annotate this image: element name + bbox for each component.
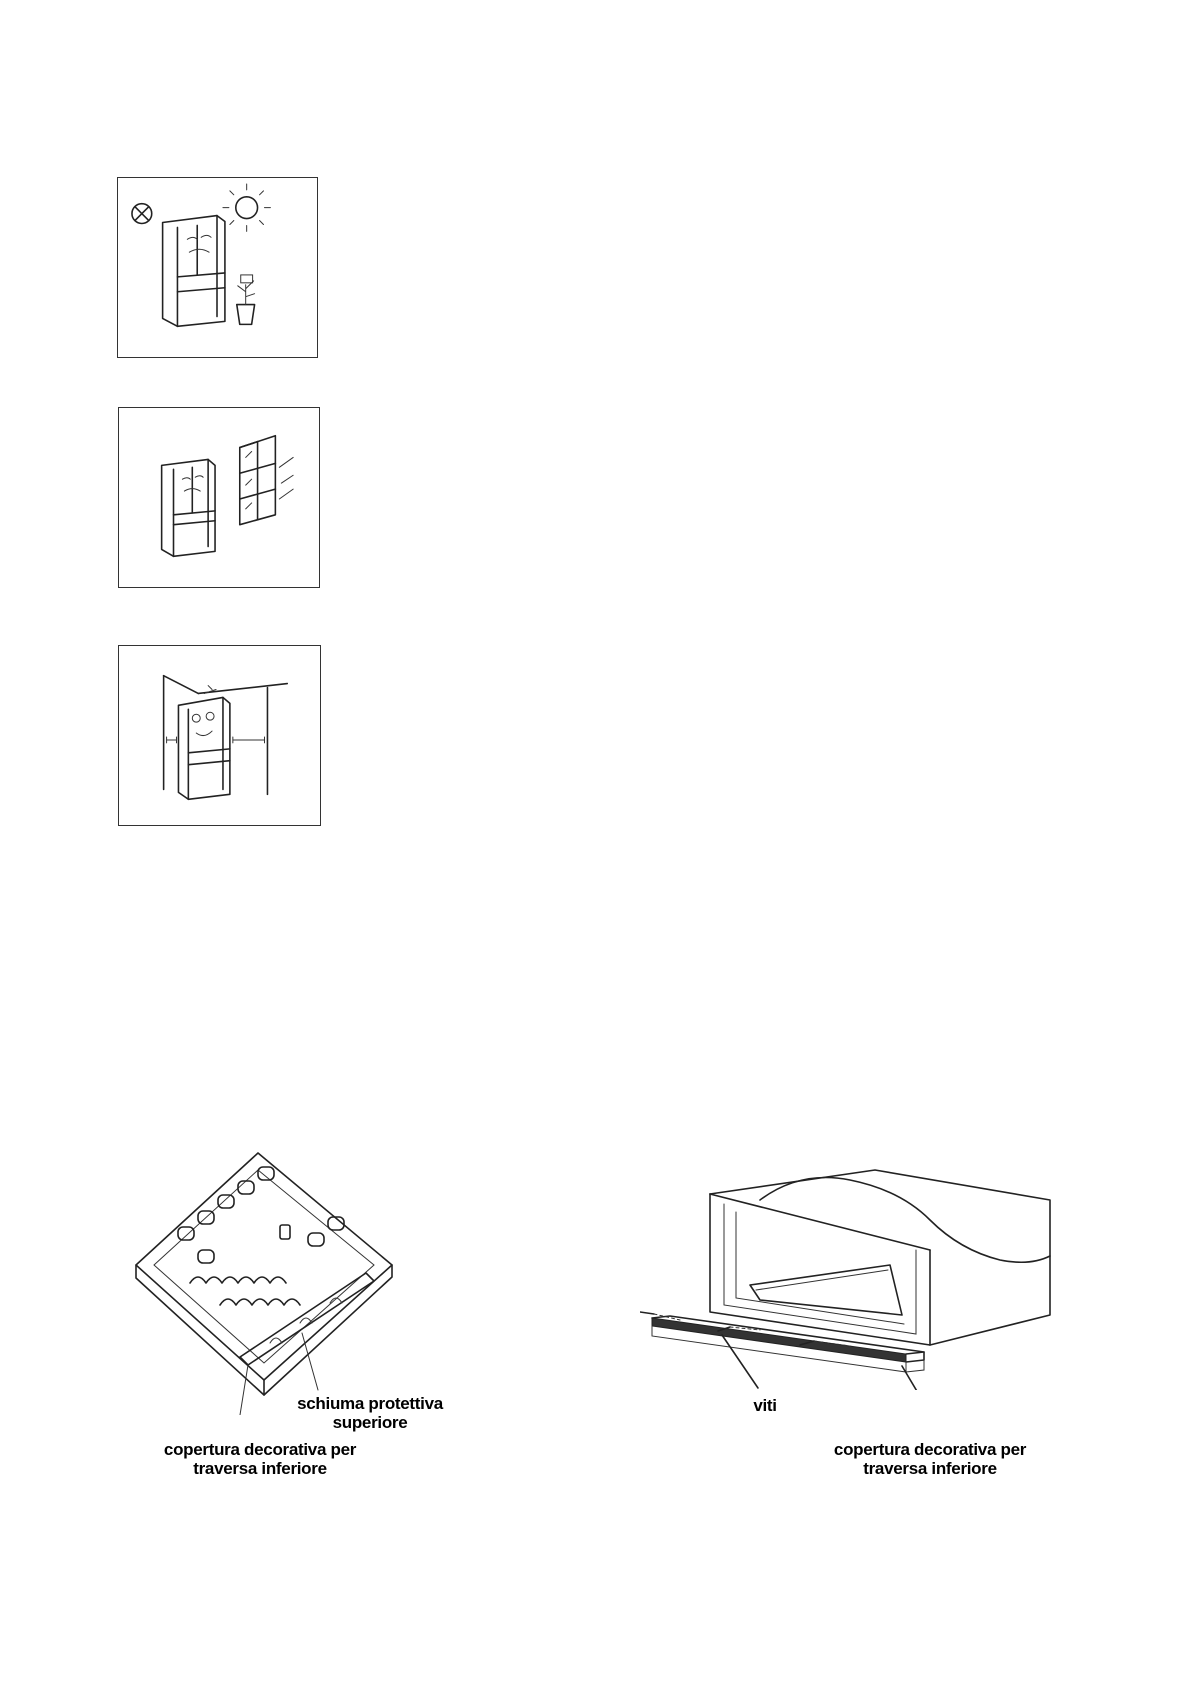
illustration-no-heat-source bbox=[117, 177, 318, 358]
cover-installation-figure bbox=[640, 1140, 1060, 1390]
foam-label bbox=[290, 1394, 450, 1432]
foam-label-line1: schiuma protettiva bbox=[297, 1394, 443, 1413]
wall-clearance-icon bbox=[119, 646, 320, 825]
illustration-ventilation bbox=[118, 407, 320, 588]
illustration-wall-clearance bbox=[118, 645, 321, 826]
install-cover-label bbox=[820, 1440, 1040, 1478]
ventilation-window-icon bbox=[119, 408, 319, 587]
install-cover-label-line1: copertura decorativa per bbox=[833, 1440, 1027, 1459]
screws-label-text: viti bbox=[753, 1396, 777, 1415]
screws-label bbox=[735, 1396, 795, 1415]
packaging-cover-label bbox=[150, 1440, 370, 1478]
no-sun-heat-icon bbox=[118, 178, 317, 357]
install-cover-label-line2: traversa inferiore bbox=[863, 1459, 997, 1478]
packaging-foam-figure bbox=[130, 1145, 410, 1415]
packaging-cover-label-line2: traversa inferiore bbox=[193, 1459, 327, 1478]
packaging-cover-label-line1: copertura decorativa per bbox=[163, 1440, 357, 1459]
foam-label-line2: superiore bbox=[332, 1413, 408, 1432]
